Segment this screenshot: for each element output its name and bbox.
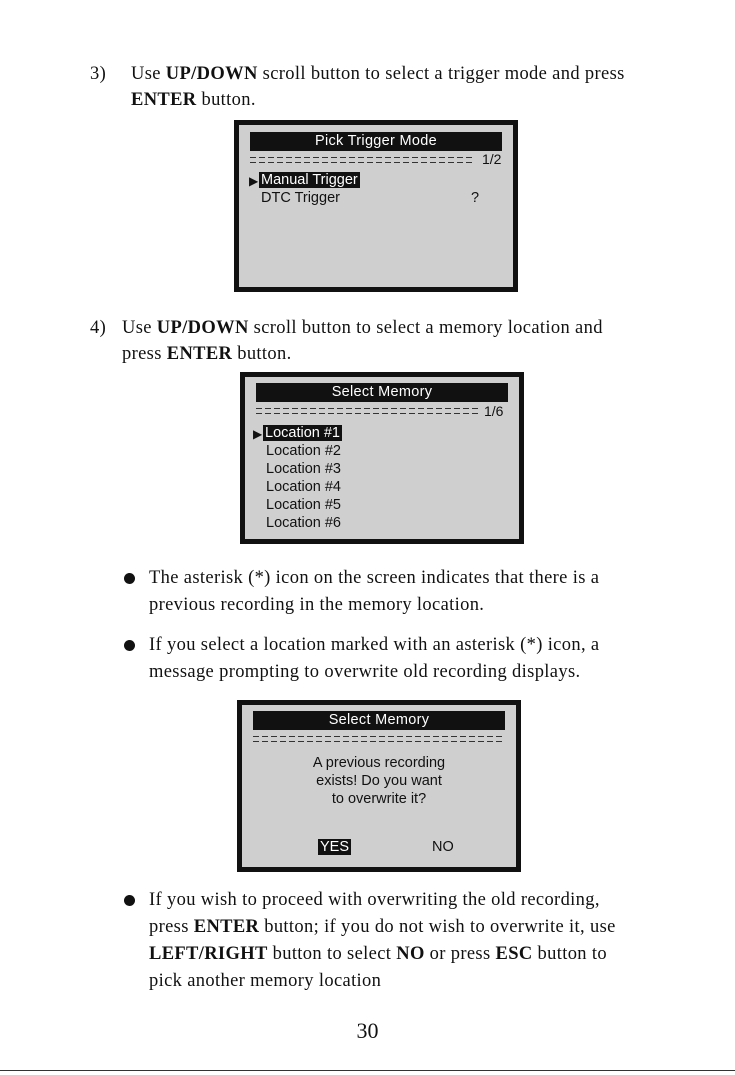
text-line [149, 914, 689, 941]
text: button. [232, 344, 292, 364]
text: press [122, 344, 167, 364]
key-label: NO [396, 944, 425, 964]
text-line: pick another memory location [149, 971, 382, 991]
text: button. [196, 90, 256, 110]
bullet-icon [124, 640, 135, 651]
step-number: 4) [90, 318, 107, 338]
key-label: UP/DOWN [165, 64, 258, 84]
bullet-3-text [149, 887, 689, 995]
text: scroll button to select a memory location and [248, 318, 603, 338]
page-indicator: 1/6 [484, 403, 504, 419]
menu-item-label: DTC Trigger [261, 190, 340, 206]
memory-location-6[interactable]: Location #6 [266, 515, 341, 531]
bullet-icon [124, 573, 135, 584]
text-line: If you select a location marked with an asterisk (*) icon, a [149, 635, 600, 655]
bullet-2-text [149, 632, 689, 686]
memory-location-4[interactable]: Location #4 [266, 479, 341, 495]
text-line: previous recording in the memory location. [149, 595, 485, 615]
memory-location-1[interactable] [263, 425, 342, 442]
key-label: ENTER [193, 917, 260, 937]
overwrite-message [242, 754, 516, 808]
bottom-rule [0, 1070, 735, 1071]
selection-arrow-icon: ▶ [249, 174, 259, 188]
menu-item-dtc-trigger[interactable] [261, 190, 340, 207]
bullet-1-text [149, 565, 689, 619]
message-line: A previous recording [312, 755, 446, 771]
text: button; if you do not wish to overwrite it, use [259, 917, 616, 937]
key-label: ENTER [166, 344, 233, 364]
key-label: UP/DOWN [156, 318, 249, 338]
message-line: exists! Do you want [316, 773, 442, 789]
screen-title: Select Memory [253, 711, 505, 730]
text-line: message prompting to overwrite old recording displays. [149, 662, 581, 682]
message-line: to overwrite it? [331, 791, 427, 807]
memory-location-2[interactable]: Location #2 [266, 443, 341, 459]
text: button to select [267, 944, 397, 964]
text: button to [532, 944, 607, 964]
lcd-display [245, 377, 519, 539]
bullet-icon [124, 895, 135, 906]
screen-title: Select Memory [256, 383, 508, 402]
no-option[interactable]: NO [432, 839, 454, 855]
selection-arrow-icon: ▶ [253, 427, 263, 441]
menu-item-label: Manual Trigger [261, 172, 358, 188]
screen-overwrite-prompt [237, 700, 521, 872]
divider [253, 736, 503, 743]
text-line: If you wish to proceed with overwriting the old recording, [149, 890, 600, 910]
text-line: The asterisk (*) icon on the screen indicates that there is a [149, 568, 600, 588]
menu-item-value: ? [471, 190, 480, 206]
screen-pick-trigger-mode [234, 120, 518, 292]
lcd-display [242, 705, 516, 867]
lcd-display [239, 125, 513, 287]
yes-option[interactable] [318, 839, 351, 856]
divider [250, 157, 472, 164]
memory-location-5[interactable]: Location #5 [266, 497, 341, 513]
screen-title: Pick Trigger Mode [250, 132, 502, 151]
screen-select-memory [240, 372, 524, 544]
text-line [149, 941, 689, 968]
text: or press [424, 944, 496, 964]
page-indicator: 1/2 [482, 151, 502, 167]
yes-label: YES [320, 839, 350, 855]
menu-item-label: Location #1 [265, 425, 340, 441]
text: Use [131, 64, 166, 84]
text: scroll button to select a trigger mode and press [257, 64, 625, 84]
divider [256, 408, 481, 415]
step-number: 3) [90, 64, 107, 84]
text: Use [122, 318, 157, 338]
key-label: ESC [495, 944, 533, 964]
text: press [149, 917, 194, 937]
memory-location-3[interactable]: Location #3 [266, 461, 341, 477]
key-label: ENTER [131, 90, 197, 110]
menu-item-manual-trigger[interactable] [259, 172, 360, 189]
page-number: 30 [356, 1018, 379, 1043]
key-label: LEFT/RIGHT [149, 944, 268, 964]
